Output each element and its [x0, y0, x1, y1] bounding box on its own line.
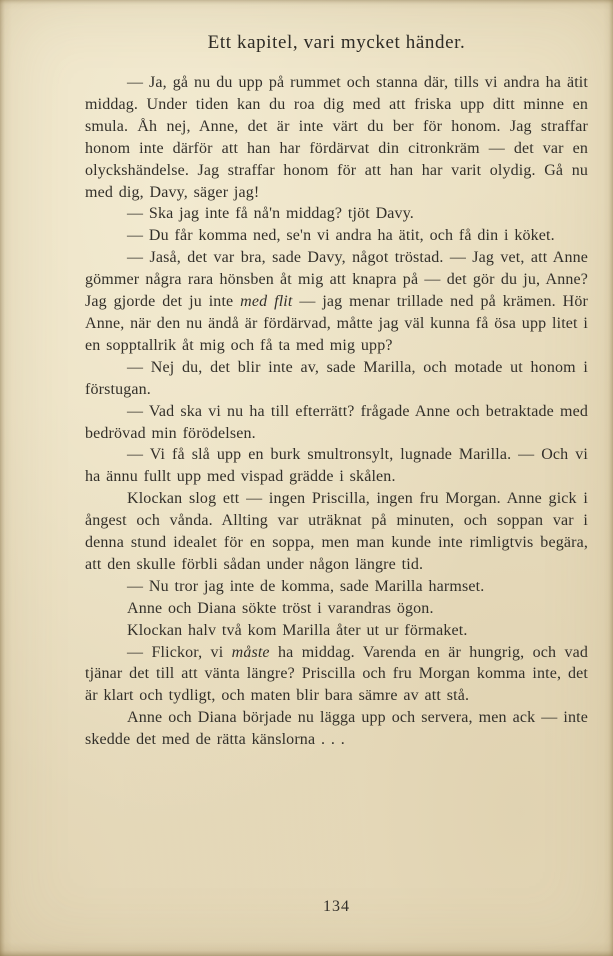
- text-segment: — Du får komma ned, se'n vi andra ha ätit, och få din i köket.: [127, 227, 555, 245]
- italic-text-segment: med flit: [240, 293, 293, 311]
- text-segment: Klockan slog ett — ingen Priscilla, ingen fru Morgan. Anne gick i ångest och vånda. Allting var uträknat på minuten, och soppan var i denna stund idealet för en soppa, men man kunde inte rimligtvis begära, att den skulle förbli sådan under någon längre tid.: [85, 490, 588, 573]
- chapter-title: Ett kapitel, vari mycket händer.: [207, 32, 466, 53]
- paragraph: [85, 598, 588, 620]
- text-segment: Anne och Diana började nu lägga upp och servera, men ack — inte skedde det med de rätta känslorna . . .: [85, 709, 588, 749]
- text-segment: — Jaså, det var bra, sade Davy, något tröstad. — Jag vet, att Anne gömmer några rara hönsben åt mig att knapra på — det gör du ju, Anne? Jag gjorde det ju inte: [85, 249, 588, 311]
- text-segment: — Nu tror jag inte de komma, sade Marilla harmset.: [127, 577, 485, 595]
- paragraph: [85, 488, 588, 576]
- text-segment: Klockan halv två kom Marilla åter ut ur förmaket.: [127, 621, 468, 639]
- text-segment: — Vi få slå upp en burk smultronsylt, lugnade Marilla. — Och vi ha ännu fullt upp med vispad grädde i skålen.: [85, 446, 588, 486]
- text-segment: — Nej du, det blir inte av, sade Marilla, och motade ut honom i förstugan.: [85, 358, 588, 398]
- text-segment: — jag menar trillade ned på krämen. Hör Anne, när den nu ändå är fördärvad, måtte jag väl kunna få ösa upp litet i en sopptallrik åt mig och få ta med mig upp?: [85, 293, 588, 354]
- paragraph: [85, 444, 588, 488]
- page-body: [0, 54, 613, 751]
- page-number: 134: [323, 898, 350, 915]
- paragraph: [85, 357, 588, 401]
- paragraph: [85, 203, 588, 225]
- text-segment: Anne och Diana sökte tröst i varandras ögon.: [127, 599, 434, 617]
- text-segment: — Vad ska vi nu ha till efterrätt? frågade Anne och betraktade med bedrövad min förödelsen.: [85, 402, 588, 442]
- text-segment: — Ska jag inte få nå'n middag? tjöt Davy.: [127, 205, 414, 223]
- paragraph: [85, 72, 588, 203]
- paragraph: [85, 225, 588, 247]
- paragraph: [85, 576, 588, 598]
- paragraph: [85, 642, 588, 708]
- text-segment: — Ja, gå nu du upp på rummet och stanna där, tills vi andra ha ätit middag. Under tiden kan du roa dig med att friska upp ditt minne en smula. Åh nej, Anne, det är inte värt du ber för honom. Jag straffar honom inte därför att han har fördärvat din citronkräm — det var en olyckshändelse. Jag straffar honom för att han har varit olydig. Gå nu med dig, Davy, säger jag!: [85, 74, 588, 201]
- paragraph: [85, 401, 588, 445]
- italic-text-segment: måste: [231, 643, 270, 661]
- text-segment: ha middag. Varenda en är hungrig, och vad tjänar det till att vänta längre? Priscilla och fru Morgan komma inte, det är klart och tydligt, och maten blir bara sämre av att stå.: [85, 643, 588, 705]
- text-segment: — Flickor, vi: [127, 643, 232, 661]
- paragraph: [85, 707, 588, 751]
- paragraph: [85, 620, 588, 642]
- paragraph: [85, 247, 588, 357]
